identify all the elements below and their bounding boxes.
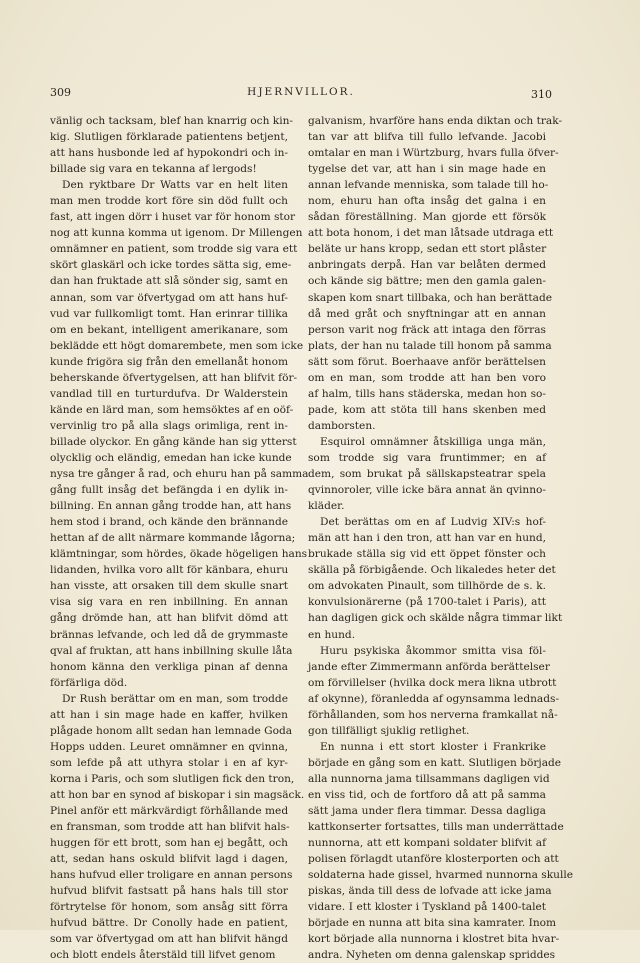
- text-line: visa sig vara en ren inbillning. En annan: [50, 596, 288, 609]
- text-line: af okynne), föranledda af ogynsamma lednads-: [308, 692, 560, 705]
- text-line: brännas lefvande, och led då de grymmaste: [50, 628, 288, 641]
- text-line: sätt jama under flera timmar. Dessa dagliga: [308, 805, 546, 818]
- text-line: som lefde på att uthyra stolar i en af kyr-: [50, 756, 288, 769]
- text-line: lidanden, hvilka voro allt för känbara, ehuru: [50, 564, 289, 577]
- text-line: skälla på förbigående. Och likaledes heter det: [308, 564, 556, 577]
- text-line: gon tillfälligt sjuklig retlighet.: [308, 724, 470, 737]
- text-line: alla nunnorna jama tillsammans dagligen vid: [308, 772, 550, 785]
- text-line: Hopps udden. Leuret omnämner en qvinna,: [50, 740, 288, 753]
- text-line: polisen förlagdt utanföre klosterporten och att: [308, 853, 559, 866]
- text-line: män att han i den tron, att han var en hund,: [308, 532, 546, 545]
- text-line: att, sedan hans oskuld blifvit lagd i dagen,: [50, 853, 288, 866]
- text-line: skapen kom snart tillbaka, och han berättade: [308, 291, 553, 304]
- text-line: sätt som förut. Boerhaave anför berättelsen: [308, 355, 546, 368]
- text-line: qvinnoroler, ville icke bära annat än qvinno-: [308, 484, 546, 497]
- left-text-column: [50, 113, 309, 963]
- text-line: nysa tre gånger å rad, och ehuru han på samma: [50, 468, 309, 481]
- text-line: gång drömde han, att han blifvit dömd att: [50, 612, 288, 625]
- text-line: konvulsionärerne (på 1700-talet i Paris), att: [308, 596, 546, 609]
- text-line: beläte ur hans kropp, sedan ett stort plåster: [308, 243, 547, 256]
- text-line: förhållanden, som hos nerverna framkallat nå-: [308, 708, 558, 721]
- text-line: person varit nog fräck att intaga den förras: [308, 323, 546, 336]
- text-line: hem stod i brand, och kände den brännande: [50, 516, 288, 529]
- text-line: började en nunna att bita sina kamrater. Inom: [308, 917, 557, 930]
- text-line: huggen för ett brott, som han ej begått, och: [50, 837, 288, 850]
- text-line: och kände sig bättre; men den gamla galen-: [308, 275, 546, 288]
- text-line: att hans husbonde led af hypokondri och in-: [50, 147, 288, 160]
- text-line: soldaterna hade gissel, hvarmed nunnorna skulle: [308, 869, 574, 882]
- text-line: galvanism, hvarföre hans enda diktan och trak-: [308, 115, 563, 127]
- text-line: hans hufvud eller troligare en annan persons: [50, 869, 293, 882]
- text-line: dan han fruktade att slå sönder sig, samt en: [50, 275, 288, 288]
- text-line: att han i sin mage hade en kaffer, hvilken: [50, 708, 288, 721]
- text-line: då med gråt och snyftningar att en annan: [308, 307, 546, 320]
- text-line: dem, som brukat på sällskapsteatrar spela: [308, 468, 546, 481]
- text-line: Huru psykiska åkommor smitta visa föl-: [320, 644, 546, 657]
- text-line: vervinlig tro på alla slags orimliga, rent in-: [50, 419, 288, 432]
- text-line: olycklig och eländig, emedan han icke kunde: [50, 451, 292, 464]
- text-line: andra. Nyheten om denna galenskap spriddes: [308, 949, 556, 962]
- text-line: jande efter Zimmermann anförda berättelser: [308, 660, 550, 673]
- text-line: Dr Rush berättar om en man, som trodde: [62, 692, 288, 705]
- text-line: kläder.: [308, 500, 345, 513]
- text-line: hufvud bättre. Dr Conolly hade en patient,: [50, 917, 288, 930]
- text-line: att bota honom, i det man låtsade utdraga ett: [308, 227, 554, 240]
- text-line: af halm, tills hans städerska, medan hon so-: [308, 387, 546, 400]
- text-line: fast, att ingen dörr i huset var för honom stor: [50, 211, 296, 224]
- text-line: beklädde ett högt domarembete, men som icke: [50, 339, 304, 352]
- text-line: nog att kunna komma ut igenom. Dr Millengen: [50, 227, 303, 240]
- text-line: billade olyckor. En gång kände han sig ytterst: [50, 435, 297, 448]
- page-number-left: 309: [50, 86, 71, 99]
- text-line: gång fullt insåg det befängda i en dylik in-: [50, 484, 288, 497]
- text-line: att hon bar en synod af biskopar i sin magsäck.: [50, 788, 305, 801]
- text-line: qval af fruktan, att hans inbillning skulle låta: [50, 644, 293, 657]
- text-line: beherskande öfvertygelsen, att han blifvit för-: [50, 371, 298, 384]
- text-line: man men trodde kort före sin död fullt och: [50, 195, 288, 208]
- text-line: honom känna den verkliga pinan af denna: [50, 660, 288, 673]
- text-line: sådan föreställning. Man gjorde ett försök: [308, 211, 546, 224]
- text-line: om en man, som trodde att han ben voro: [308, 371, 546, 384]
- text-line: tygelse det var, att han i sin mage hade en: [308, 163, 546, 176]
- text-line: kände en lärd man, som hemsöktes af en oöf-: [50, 403, 294, 416]
- page-header: [50, 86, 552, 102]
- text-line: en fransman, som trodde att han blifvit hals-: [50, 821, 290, 834]
- text-line: vandlad till en turturdufva. Dr Walderstein: [50, 387, 288, 400]
- text-line: plats, der han nu talade till honom på samma: [308, 339, 552, 352]
- text-line: Det berättas om en af Ludvig XIV:s hof-: [320, 516, 546, 529]
- text-line: vidare. I ett kloster i Tyskland på 1400-talet: [308, 901, 546, 914]
- running-title: HJERNVILLOR.: [247, 86, 355, 98]
- text-line: damborsten.: [308, 419, 376, 432]
- text-line: billning. En annan gång trodde han, att hans: [50, 500, 292, 513]
- text-line: en viss tid, och de fortforo då att på samma: [308, 788, 546, 801]
- text-line: klämtningar, som hördes, ökade högeligen hans: [50, 548, 308, 561]
- text-line: hufvud blifvit fastsatt på hans hals till stor: [50, 885, 288, 898]
- text-line: vänlig och tacksam, blef han knarrig och kin-: [50, 115, 293, 127]
- text-line: piskas, ända till dess de lofvade att icke jama: [308, 885, 552, 898]
- text-line: billade sig vara en tekanna af lergods!: [50, 163, 257, 176]
- text-line: han visste, att orsaken till dem skulle snart: [50, 580, 288, 593]
- right-text-column: [308, 113, 574, 963]
- text-line: som trodde sig vara fruntimmer; en af: [308, 451, 546, 464]
- text-line: vud var fullkomligt tomt. Han erinrar tillika: [50, 307, 288, 320]
- text-line: Pinel anför ett märkvärdigt förhållande med: [50, 805, 289, 818]
- text-line: kort började alla nunnorna i klostret bita hvar-: [308, 933, 560, 946]
- text-line: nunnorna, att ett kompani soldater blifvit af: [308, 837, 546, 850]
- text-line: förtrytelse för honom, som ansåg sitt förra: [50, 901, 288, 914]
- text-line: en hund.: [308, 628, 356, 641]
- text-line: Den ryktbare Dr Watts var en helt liten: [62, 179, 288, 192]
- text-line: och blott endels återstäld till lifvet genom: [50, 949, 276, 962]
- text-line: hettan af de allt närmare kommande lågorna;: [50, 532, 296, 545]
- text-line: om advokaten Pinault, som tillhörde de s. k.: [308, 580, 546, 593]
- text-line: om förvillelser (hvilka dock mera likna utbrott: [308, 676, 557, 689]
- text-line: skört glaskärl och icke tordes sätta sig, eme-: [50, 259, 292, 272]
- text-line: omnämner en patient, som trodde sig vara ett: [50, 243, 298, 256]
- text-line: förfärliga död.: [50, 676, 128, 689]
- text-line: pade, kom att stöta till hans skenben med: [308, 403, 546, 416]
- text-line: plågade honom allt sedan han lemnade Goda: [50, 724, 293, 737]
- text-line: som var öfvertygad om att han blifvit hängd: [50, 933, 288, 946]
- text-line: han dagligen gick och skälde några timmar likt: [308, 612, 563, 625]
- text-line: brukade ställa sig vid ett öppet fönster och: [308, 548, 546, 561]
- text-line: Esquirol omnämner åtskilliga unga män,: [320, 435, 546, 448]
- text-line: omtalar en man i Würtzburg, hvars fulla öfver-: [308, 147, 559, 160]
- text-line: nom, ehuru han ofta insåg det galna i en: [308, 195, 546, 208]
- text-line: annan, som var öfvertygad om att hans huf-: [50, 291, 288, 304]
- text-line: kunde frigöra sig från den emellanåt honom: [50, 355, 288, 368]
- text-line: om en bekant, intelligent amerikanare, som: [50, 323, 288, 336]
- text-line: tan var att blifva till fullo lefvande. Jacobi: [308, 131, 546, 144]
- text-line: kattkonserter fortsattes, tills man underrättade: [308, 821, 564, 834]
- text-line: anbringats derpå. Han var belåten dermed: [308, 259, 546, 272]
- text-line: korna i Paris, och som slutligen fick den tron,: [50, 772, 295, 785]
- page-number-right: 310: [531, 88, 552, 101]
- text-line: En nunna i ett stort kloster i Frankrike: [320, 740, 546, 753]
- text-line: annan lefvande menniska, som talade till ho-: [308, 179, 549, 192]
- text-line: började en gång som en katt. Slutligen började: [308, 756, 562, 769]
- text-line: kig. Slutligen förklarade patientens betjent,: [50, 131, 288, 144]
